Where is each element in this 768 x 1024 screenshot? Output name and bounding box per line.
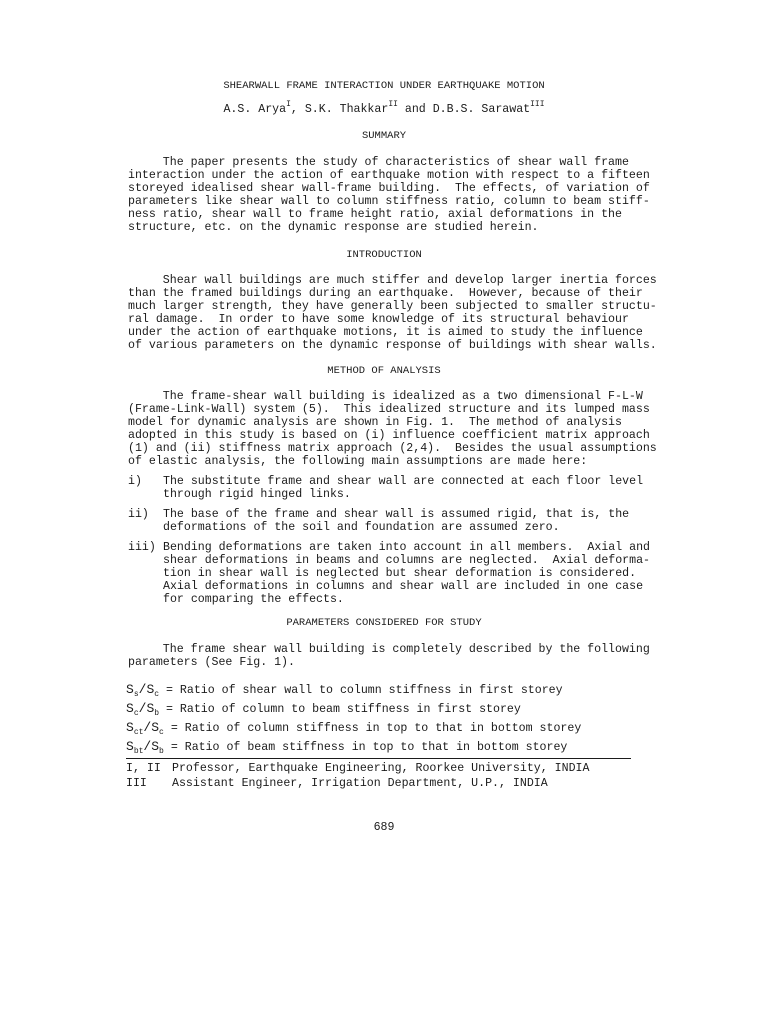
text-line: (1) and (ii) stiffness matrix approach (2,4). Besides the usual assumptions (128, 442, 657, 455)
footnote-text: Assistant Engineer, Irrigation Department, U.P., INDIA (172, 777, 548, 790)
parameters-heading: PARAMETERS CONSIDERED FOR STUDY (286, 617, 482, 629)
text-line: The substitute frame and shear wall are connected at each floor level (163, 475, 644, 488)
text-line: than the framed buildings during an earthquake. However, because of their (128, 287, 643, 300)
footnote-marker: III (126, 777, 147, 790)
text-line: The frame shear wall building is completely described by the following (128, 643, 650, 656)
text-line: through rigid hinged links. (163, 488, 351, 501)
author-separator-1: , S.K. Thakkar (290, 103, 389, 116)
parameter-definition: $S_s/S_c$ = Ratio of shear wall to column stiffness in first storey (126, 682, 563, 699)
text-line: storeyed idealised shear wall-frame building. The effects, of variation of (128, 182, 650, 195)
text-line: under the action of earthquake motions, it is aimed to study the influence (128, 326, 643, 339)
footnote-divider (126, 758, 631, 759)
list-marker: iii) (128, 541, 156, 554)
page-number: 689 (373, 821, 395, 834)
summary-paragraph (128, 156, 650, 234)
author-separator-2: and D.B.S. Sarawat (397, 103, 531, 116)
text-line: interaction under the action of earthquake motion with respect to a fifteen (128, 169, 650, 182)
list-marker: ii) (128, 508, 149, 521)
list-marker: i) (128, 475, 142, 488)
paper-title: SHEARWALL FRAME INTERACTION UNDER EARTHQUAKE MOTION (223, 80, 545, 92)
text-line: Axial deformations in columns and shear wall are included in one case (163, 580, 644, 593)
text-line: The frame-shear wall building is idealized as a two dimensional F-L-W (128, 390, 643, 403)
text-line: of elastic analysis, the following main assumptions are made here: (128, 455, 588, 468)
author-2-affiliation: II (388, 100, 398, 109)
text-line: ness ratio, shear wall to frame height ratio, axial deformations in the (128, 208, 622, 221)
author-3-affiliation: III (530, 100, 545, 109)
parameter-definition: $S_{bt}/S_b$ = Ratio of beam stiffness in top to that in bottom storey (126, 739, 568, 756)
parameter-definition: $S_{ct}/S_c$ = Ratio of column stiffness in top to that in bottom storey (126, 720, 582, 737)
introduction-paragraph (128, 274, 657, 352)
summary-heading: SUMMARY (361, 130, 407, 142)
author-1-affiliation: I (286, 100, 291, 109)
text-line: parameters like shear wall to column stiffness ratio, column to beam stiff- (128, 195, 650, 208)
author-1: A.S. Arya (223, 103, 287, 116)
text-line: for comparing the effects. (163, 593, 344, 606)
method-heading: METHOD OF ANALYSIS (327, 365, 441, 377)
text-line: model for dynamic analysis are shown in Fig. 1. The method of analysis (128, 416, 622, 429)
text-line: structure, etc. on the dynamic response are studied herein. (128, 221, 539, 234)
text-line: The paper presents the study of characteristics of shear wall frame (128, 156, 629, 169)
introduction-heading: INTRODUCTION (346, 249, 422, 261)
parameter-definition: $S_c/S_b$ = Ratio of column to beam stiffness in first storey (126, 701, 521, 718)
list-item (163, 541, 650, 606)
text-line: The base of the frame and shear wall is assumed rigid, that is, the (163, 508, 630, 521)
parameters-paragraph (128, 643, 650, 669)
footnote-text: Professor, Earthquake Engineering, Roorkee University, INDIA (172, 762, 590, 775)
text-line: parameters (See Fig. 1). (128, 656, 295, 669)
text-line: much larger strength, they have generally been subjected to smaller structu- (128, 300, 657, 313)
footnote-marker: I, II (126, 762, 161, 775)
text-line: (Frame-Link-Wall) system (5). This idealized structure and its lumped mass (128, 403, 650, 416)
author-line (0, 100, 768, 116)
method-paragraph (128, 390, 657, 468)
text-line: of various parameters on the dynamic response of buildings with shear walls. (128, 339, 657, 352)
list-item (163, 508, 629, 534)
text-line: Shear wall buildings are much stiffer and develop larger inertia forces (128, 274, 657, 287)
text-line: shear deformations in beams and columns are neglected. Axial deforma- (163, 554, 651, 567)
list-item (163, 475, 643, 501)
text-line: tion in shear wall is neglected but shear deformation is considered. (163, 567, 637, 580)
text-line: ral damage. In order to have some knowledge of its structural behaviour (128, 313, 629, 326)
text-line: Bending deformations are taken into account in all members. Axial and (163, 541, 651, 554)
text-line: deformations of the soil and foundation are assumed zero. (163, 521, 560, 534)
text-line: adopted in this study is based on (i) influence coefficient matrix approach (128, 429, 650, 442)
